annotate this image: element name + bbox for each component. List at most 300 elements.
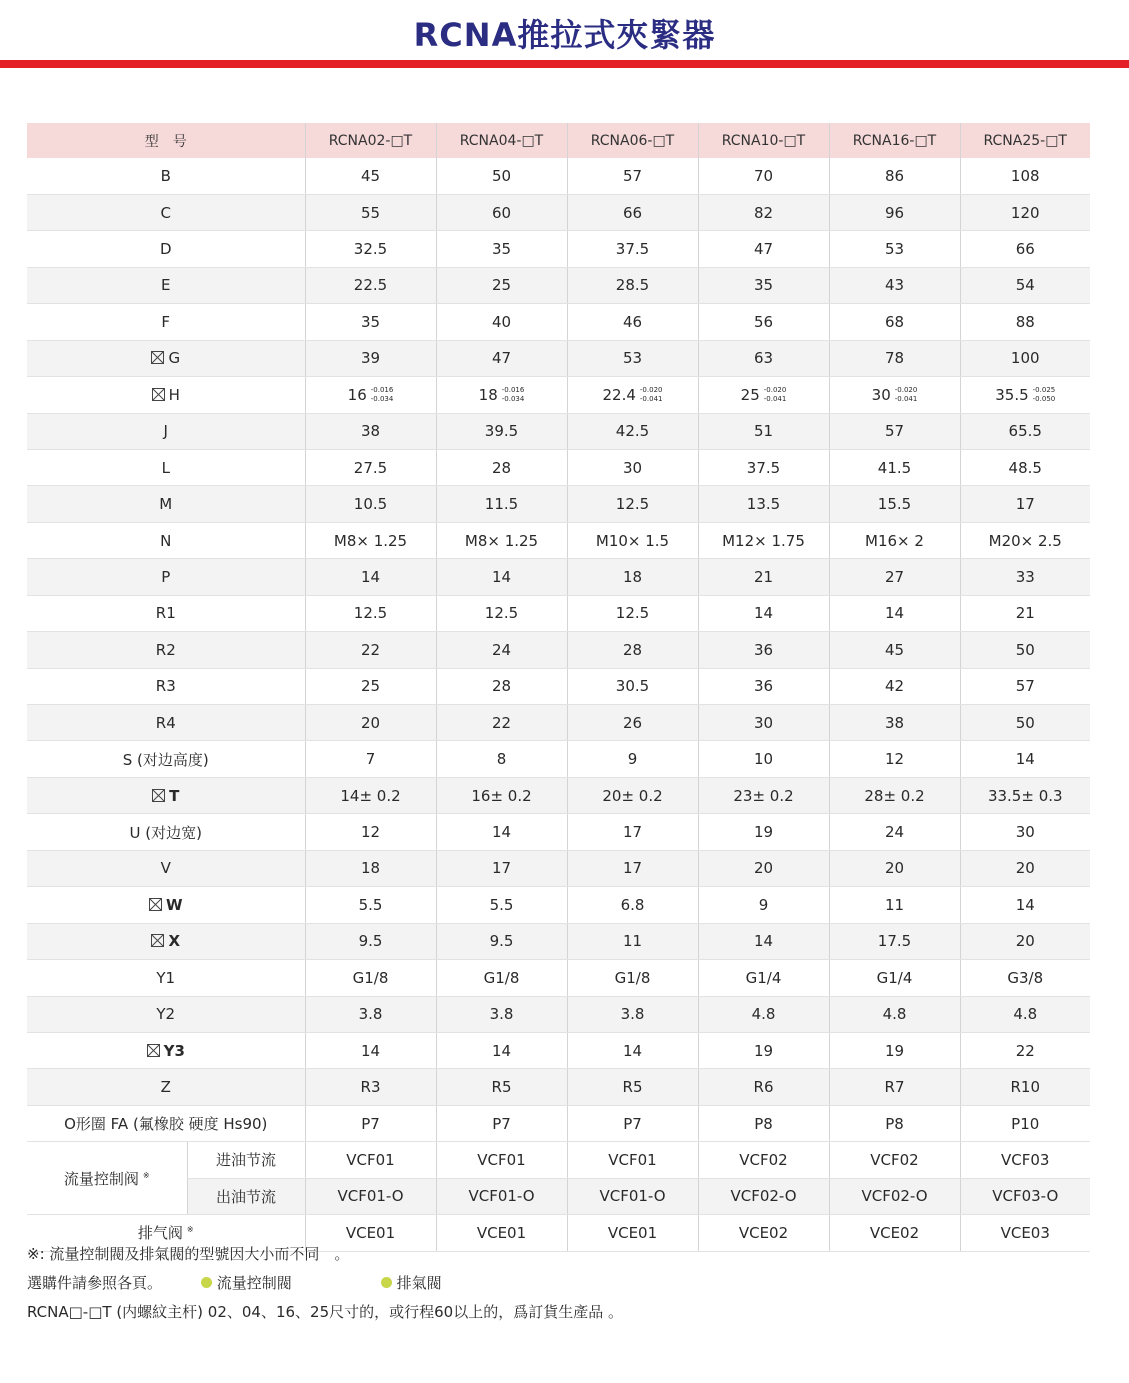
table-cell: VCF02	[829, 1142, 960, 1178]
row-label-text: V	[160, 859, 171, 878]
cell-value: 33	[1015, 567, 1035, 586]
cell-value: 22	[1015, 1041, 1035, 1060]
cell-value: 66	[622, 203, 643, 222]
cell-value: 57	[622, 167, 643, 186]
table-cell	[960, 705, 1090, 741]
cell-value: 14± 0.2	[340, 786, 401, 805]
cell-value: 24	[491, 640, 512, 659]
row-label	[27, 158, 305, 194]
table-cell: VCE03	[960, 1215, 1090, 1251]
row-label	[27, 777, 305, 813]
row-label	[27, 595, 305, 631]
footnote-line: RCNA□-□T (内螺紋主杆) 02、04、16、25尺寸的，或行程60以上的，爲訂貨生產品 。	[27, 1303, 623, 1321]
table-cell	[960, 158, 1090, 194]
table-cell	[567, 231, 698, 267]
table-cell	[305, 1032, 436, 1068]
table-cell	[567, 668, 698, 704]
table-row	[27, 632, 1090, 668]
row-label-text: Y3	[163, 1041, 185, 1060]
cell-value: M8× 1.25	[333, 531, 408, 550]
cell-value: 25	[491, 276, 512, 295]
cell-value: 38	[884, 713, 905, 732]
footnote-line: ※: 流量控制閥及排氣閥的型號因大小而不同 。	[27, 1245, 350, 1263]
cell-value: 5.5	[489, 895, 514, 914]
cell-value: 38	[360, 422, 381, 441]
table-cell	[305, 632, 436, 668]
table-cell	[436, 741, 567, 777]
cell-value: 21	[753, 567, 774, 586]
cell-value: 4.8	[751, 1005, 776, 1024]
footnote-mark: ※	[142, 1170, 150, 1180]
row-label-text: B	[160, 167, 171, 186]
table-row	[27, 158, 1090, 194]
table-cell	[698, 632, 829, 668]
cell-value: R6	[753, 1078, 774, 1097]
table-cell	[698, 705, 829, 741]
header-model: RCNA25-□T	[960, 123, 1090, 158]
row-label-text: H	[168, 385, 180, 404]
boxed-x-icon	[149, 898, 162, 911]
cell-value: 27.5	[353, 458, 388, 477]
table-cell	[829, 1105, 960, 1141]
tolerance	[371, 386, 394, 404]
cell-value: 50	[1015, 640, 1035, 659]
table-cell	[960, 814, 1090, 850]
table-cell	[567, 158, 698, 194]
row-label-text: E	[161, 276, 171, 295]
row-label	[27, 741, 305, 777]
cell-value: 10.5	[353, 495, 388, 514]
table-cell	[436, 158, 567, 194]
table-cell	[829, 1032, 960, 1068]
table-cell	[829, 267, 960, 303]
table-row	[27, 194, 1090, 230]
row-label	[27, 632, 305, 668]
table-cell	[305, 194, 436, 230]
cell-value: 25	[360, 677, 381, 696]
table-cell	[436, 668, 567, 704]
row-label-text: G	[168, 349, 181, 368]
table-cell	[567, 559, 698, 595]
table-row	[27, 522, 1090, 558]
table-cell	[829, 413, 960, 449]
cell-value: P10	[1011, 1114, 1040, 1133]
table-cell	[698, 814, 829, 850]
cell-value: 20	[753, 859, 774, 878]
cell-value: 54	[1015, 276, 1035, 295]
cell-value: 46	[622, 312, 643, 331]
cell-value: 14	[622, 1041, 643, 1060]
table-cell: VCF02-O	[698, 1178, 829, 1214]
cell-value: 28± 0.2	[864, 786, 925, 805]
cell-value: 51	[753, 422, 774, 441]
cell-value: 14	[753, 932, 774, 951]
cell-value: 19	[753, 823, 774, 842]
table-cell	[305, 850, 436, 886]
cell-value: 26	[622, 713, 643, 732]
table-cell	[829, 231, 960, 267]
cell-value: 12	[360, 823, 381, 842]
flow-out-label: 出油节流	[187, 1178, 305, 1214]
row-label	[27, 1105, 305, 1141]
cell-value: 12.5	[353, 604, 388, 623]
cell-value: 9	[627, 750, 638, 769]
cell-value: 20	[360, 713, 381, 732]
table-cell: VCF03	[960, 1142, 1090, 1178]
table-cell	[436, 304, 567, 340]
table-cell	[567, 1069, 698, 1105]
cell-value: 56	[753, 312, 774, 331]
cell-value: 37.5	[746, 458, 781, 477]
table-cell	[305, 705, 436, 741]
cell-value: 63	[753, 349, 774, 368]
cell-value: 16± 0.2	[471, 786, 532, 805]
table-cell: VCE01	[436, 1215, 567, 1251]
row-label-text: R4	[155, 713, 176, 732]
row-label-text: U (对边宽)	[129, 823, 202, 842]
table-cell	[960, 996, 1090, 1032]
table-cell	[436, 814, 567, 850]
cell-value: 14	[491, 567, 512, 586]
table-cell	[567, 850, 698, 886]
cell-value: 9.5	[489, 932, 514, 951]
cell-value: M12× 1.75	[722, 531, 805, 550]
cell-value: 30	[871, 385, 891, 404]
table-cell	[698, 522, 829, 558]
table-cell	[960, 777, 1090, 813]
table-cell	[960, 267, 1090, 303]
row-label	[27, 559, 305, 595]
table-cell	[829, 960, 960, 996]
row-label-text: R2	[155, 640, 176, 659]
cell-value: 4.8	[882, 1005, 907, 1024]
table-cell	[698, 741, 829, 777]
cell-value: 3.8	[489, 1005, 514, 1024]
cell-value: 18	[360, 859, 381, 878]
row-label-text: R1	[155, 604, 176, 623]
tolerance-upper: -0.020	[763, 386, 787, 395]
table-cell	[698, 231, 829, 267]
cell-value: 53	[884, 240, 905, 259]
cell-value: 30	[622, 458, 643, 477]
cell-value: R10	[1010, 1078, 1040, 1097]
table-cell	[829, 668, 960, 704]
table-cell	[305, 1069, 436, 1105]
cell-value: R5	[622, 1078, 643, 1097]
table-cell	[829, 996, 960, 1032]
table-cell	[567, 377, 698, 413]
table-cell	[960, 1032, 1090, 1068]
row-label-text: D	[159, 240, 172, 259]
boxed-x-icon	[147, 1044, 160, 1057]
footnote-line	[27, 1269, 623, 1298]
table-cell	[960, 194, 1090, 230]
footnote-mark: ※	[186, 1225, 194, 1235]
row-label-text: M	[159, 495, 173, 514]
table-cell	[698, 1069, 829, 1105]
table-cell	[436, 887, 567, 923]
cell-value: 7	[365, 750, 376, 769]
table-cell	[305, 887, 436, 923]
cell-value: 17	[622, 823, 643, 842]
table-cell	[436, 340, 567, 376]
cell-value: 28	[491, 458, 512, 477]
cell-value: 17	[1015, 495, 1035, 514]
table-cell	[829, 158, 960, 194]
table-cell: VCE02	[829, 1215, 960, 1251]
cell-value: 19	[753, 1041, 774, 1060]
cell-value: 35	[753, 276, 774, 295]
cell-value: 65.5	[1008, 422, 1042, 441]
row-label	[27, 267, 305, 303]
cell-value: 10	[753, 750, 774, 769]
table-cell	[960, 486, 1090, 522]
legend-flow-valve: 流量控制閥	[216, 1274, 292, 1292]
cell-value: 30	[753, 713, 774, 732]
cell-value: 27	[884, 567, 905, 586]
table-row	[27, 741, 1090, 777]
table-row	[27, 449, 1090, 485]
table-cell	[436, 231, 567, 267]
table-cell	[960, 850, 1090, 886]
cell-value: 28	[491, 677, 512, 696]
table-cell	[960, 522, 1090, 558]
cell-value: 20	[1015, 932, 1035, 951]
flow-valve-label	[27, 1142, 187, 1215]
table-cell	[305, 158, 436, 194]
row-label	[27, 668, 305, 704]
table-cell	[436, 449, 567, 485]
row-label-text: R3	[155, 677, 176, 696]
table-cell	[698, 377, 829, 413]
table-cell	[829, 1069, 960, 1105]
cell-value: 68	[884, 312, 905, 331]
cell-value: 36	[753, 640, 774, 659]
cell-value: 20± 0.2	[602, 786, 663, 805]
table-cell: VCE01	[567, 1215, 698, 1251]
legend-exhaust-valve: 排氣閥	[396, 1274, 442, 1292]
table-cell	[698, 158, 829, 194]
cell-value: 17	[491, 859, 512, 878]
cell-value: 53	[622, 349, 643, 368]
table-cell	[305, 340, 436, 376]
table-cell	[698, 996, 829, 1032]
tolerance-upper: -0.016	[501, 386, 525, 395]
cell-value: P8	[754, 1114, 773, 1133]
cell-value: R5	[491, 1078, 512, 1097]
cell-value: M16× 2	[865, 531, 924, 550]
row-label-text: T	[169, 786, 180, 805]
cell-value: 32.5	[353, 240, 388, 259]
table-cell	[829, 705, 960, 741]
table-cell	[567, 449, 698, 485]
cell-value: 22.5	[353, 276, 388, 295]
table-cell	[305, 231, 436, 267]
cell-value: 108	[1010, 167, 1040, 186]
cell-value: 3.8	[358, 1005, 383, 1024]
row-label	[27, 960, 305, 996]
cell-value: 15.5	[877, 495, 912, 514]
cell-value: 18	[478, 385, 498, 404]
table-cell	[960, 632, 1090, 668]
table-cell: VCF01	[436, 1142, 567, 1178]
row-label	[27, 996, 305, 1032]
cell-value: 88	[1015, 312, 1035, 331]
cell-value: M8× 1.25	[464, 531, 539, 550]
cell-value: 45	[884, 640, 905, 659]
row-label	[27, 705, 305, 741]
table-cell	[829, 632, 960, 668]
table-cell	[567, 741, 698, 777]
table-cell: VCF02	[698, 1142, 829, 1178]
table-cell	[960, 960, 1090, 996]
table-row	[27, 231, 1090, 267]
cell-value: G1/8	[483, 968, 520, 987]
table-cell	[567, 267, 698, 303]
row-label-text: Y1	[156, 968, 176, 987]
cell-value: 14	[491, 823, 512, 842]
cell-value: G3/8	[1007, 968, 1044, 987]
cell-value: 40	[491, 312, 512, 331]
table-cell: VCF03-O	[960, 1178, 1090, 1214]
table-cell	[698, 777, 829, 813]
table-cell	[567, 996, 698, 1032]
table-cell	[698, 595, 829, 631]
tolerance	[895, 386, 918, 404]
table-cell	[698, 559, 829, 595]
cell-value: 14	[753, 604, 774, 623]
table-cell	[305, 777, 436, 813]
table-cell	[567, 304, 698, 340]
table-cell	[305, 522, 436, 558]
cell-value: 6.8	[620, 895, 645, 914]
table-row	[27, 304, 1090, 340]
table-cell	[960, 449, 1090, 485]
cell-value: 18	[622, 567, 643, 586]
table-cell	[829, 377, 960, 413]
table-cell	[829, 923, 960, 959]
table-cell	[305, 814, 436, 850]
row-label	[27, 486, 305, 522]
table-cell	[567, 632, 698, 668]
table-row	[27, 705, 1090, 741]
table-cell	[698, 340, 829, 376]
flow-valve-dot-icon	[201, 1277, 212, 1288]
cell-value: 4.8	[1013, 1005, 1038, 1024]
boxed-x-icon	[152, 388, 165, 401]
table-cell	[436, 1105, 567, 1141]
table-cell	[567, 814, 698, 850]
cell-value: 36	[753, 677, 774, 696]
cell-value: 5.5	[358, 895, 383, 914]
row-label-text: P	[161, 567, 171, 586]
table-row	[27, 668, 1090, 704]
cell-value: 82	[753, 203, 774, 222]
cell-value: 43	[884, 276, 905, 295]
cell-value: 21	[1015, 604, 1035, 623]
cell-value: 22	[491, 713, 512, 732]
row-label	[27, 413, 305, 449]
cell-value: G1/4	[876, 968, 913, 987]
cell-value: 86	[884, 167, 905, 186]
table-row	[27, 777, 1090, 813]
table-row	[27, 595, 1090, 631]
cell-value: 120	[1010, 203, 1040, 222]
footnotes	[27, 1240, 623, 1327]
table-cell: VCE01	[305, 1215, 436, 1251]
cell-value: 23± 0.2	[733, 786, 794, 805]
table-cell: VCF01-O	[436, 1178, 567, 1214]
table-cell: VCF01-O	[567, 1178, 698, 1214]
header-model: RCNA06-□T	[567, 123, 698, 158]
cell-value: P7	[623, 1114, 642, 1133]
cell-value: 39.5	[484, 422, 519, 441]
table-cell	[436, 413, 567, 449]
cell-value: 14	[1015, 750, 1035, 769]
cell-value: 30.5	[615, 677, 650, 696]
cell-value: 42.5	[615, 422, 650, 441]
tolerance-lower: -0.050	[1032, 395, 1056, 404]
table-cell	[960, 595, 1090, 631]
tolerance	[640, 386, 663, 404]
tolerance-upper: -0.025	[1032, 386, 1056, 395]
table-cell	[567, 1032, 698, 1068]
table-cell	[829, 595, 960, 631]
table-cell	[436, 486, 567, 522]
spec-table	[27, 123, 1090, 1252]
row-label-text: J	[163, 422, 168, 441]
boxed-x-icon	[151, 934, 164, 947]
table-cell	[567, 522, 698, 558]
cell-value: 3.8	[620, 1005, 645, 1024]
row-label	[27, 522, 305, 558]
table-cell: VCF01	[305, 1142, 436, 1178]
table-cell	[305, 413, 436, 449]
row-label-text: W	[165, 895, 183, 914]
cell-value: P7	[492, 1114, 511, 1133]
options-note: 選購件請參照各頁。	[27, 1274, 163, 1292]
boxed-x-icon	[151, 351, 164, 364]
cell-value: 30	[1015, 823, 1035, 842]
cell-value: 48.5	[1008, 458, 1042, 477]
table-cell: VCF02-O	[829, 1178, 960, 1214]
cell-value: 11	[622, 932, 643, 951]
table-cell	[829, 194, 960, 230]
cell-value: P8	[885, 1114, 904, 1133]
tolerance-upper: -0.020	[639, 386, 663, 395]
cell-value: P7	[361, 1114, 380, 1133]
table-cell	[829, 522, 960, 558]
table-cell	[305, 1105, 436, 1141]
table-cell	[960, 668, 1090, 704]
row-label-text: Z	[160, 1078, 171, 1097]
tolerance	[1033, 386, 1056, 404]
row-label-text: Y2	[156, 1005, 176, 1024]
table-cell	[436, 522, 567, 558]
table-cell: VCF01-O	[305, 1178, 436, 1214]
cell-value: G1/4	[745, 968, 782, 987]
cell-value: 25	[740, 385, 760, 404]
table-cell	[567, 960, 698, 996]
table-row	[27, 1142, 1090, 1178]
table-cell	[305, 668, 436, 704]
table-cell	[567, 887, 698, 923]
table-cell	[436, 996, 567, 1032]
table-cell	[960, 377, 1090, 413]
table-cell	[960, 559, 1090, 595]
tolerance-lower: -0.041	[894, 395, 918, 404]
row-label-text: S (对边高度)	[122, 750, 209, 769]
